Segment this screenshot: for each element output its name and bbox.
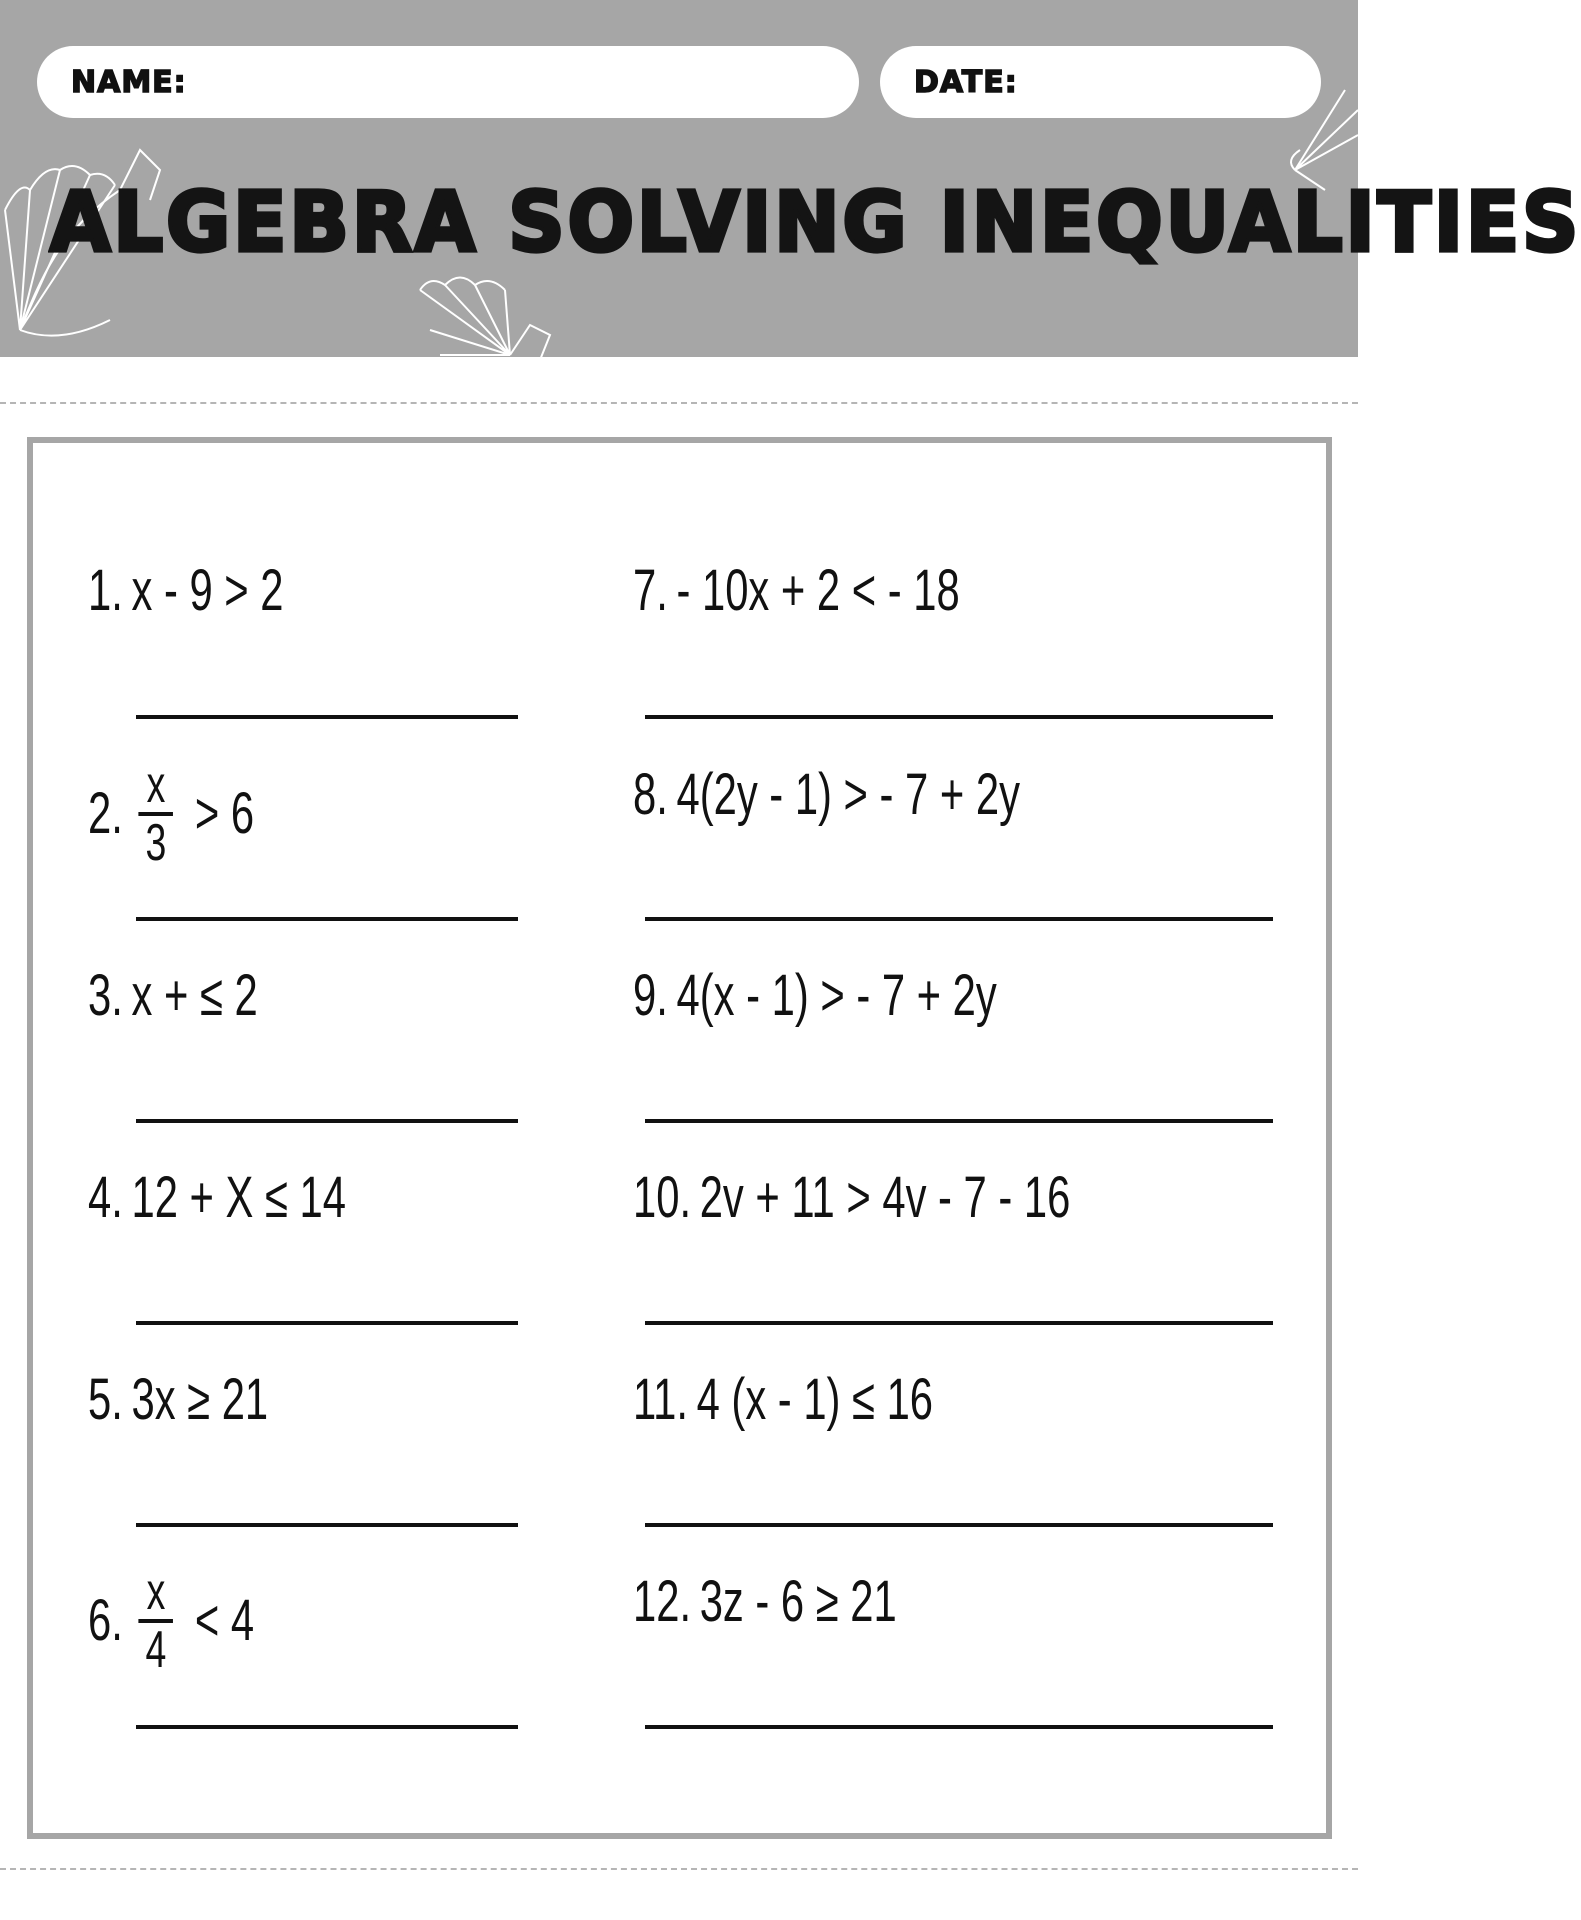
problem-12: 12. 3z - 6 ≥ 21	[633, 1567, 897, 1637]
problem-7: 7. - 10x + 2 < - 18	[633, 556, 960, 626]
problem-expression: 3x ≥ 21	[131, 1367, 269, 1432]
problem-expression: > 6	[194, 781, 255, 846]
answer-line-3[interactable]	[136, 1119, 518, 1123]
answer-line-6[interactable]	[136, 1725, 518, 1729]
name-field[interactable]	[37, 46, 859, 118]
page-title: ALGEBRA SOLVING INEQUALITIES	[50, 175, 1581, 271]
top-divider	[0, 402, 1358, 404]
problem-1: 1. x - 9 > 2	[88, 556, 284, 626]
name-label: NAME:	[71, 64, 187, 100]
fraction	[139, 1563, 174, 1679]
bottom-divider	[0, 1868, 1358, 1870]
problem-expression: < 4	[194, 1588, 255, 1653]
problems-panel	[27, 437, 1332, 1839]
answer-line-4[interactable]	[136, 1321, 518, 1325]
numerator: x	[146, 756, 166, 814]
problem-expression: 4(x - 1) > - 7 + 2y	[676, 963, 997, 1028]
problem-9: 9. 4(x - 1) > - 7 + 2y	[633, 961, 997, 1031]
answer-line-5[interactable]	[136, 1523, 518, 1527]
problem-expression: 12 + X ≤ 14	[131, 1165, 346, 1230]
date-label: DATE:	[914, 64, 1018, 100]
problem-expression: 3z - 6 ≥ 21	[699, 1569, 897, 1634]
problem-expression: - 10x + 2 < - 18	[676, 558, 960, 623]
date-field[interactable]	[880, 46, 1321, 118]
denominator: 4	[145, 1621, 167, 1679]
problem-11: 11. 4 (x - 1) ≤ 16	[633, 1365, 933, 1435]
answer-line-12[interactable]	[645, 1725, 1273, 1729]
denominator: 3	[145, 814, 167, 872]
shell-icon	[410, 270, 560, 360]
problem-expression: 4(2y - 1) > - 7 + 2y	[676, 762, 1020, 827]
answer-line-7[interactable]	[645, 715, 1273, 719]
fraction	[139, 756, 174, 872]
answer-line-1[interactable]	[136, 715, 518, 719]
problem-6: 6. $\frac{x}{4}$ < 4	[88, 1563, 255, 1679]
problem-5: 5. 3x ≥ 21	[88, 1365, 268, 1435]
problem-8: 8. 4(2y - 1) > - 7 + 2y	[633, 760, 1020, 830]
problem-3: 3. x + ≤ 2	[88, 961, 258, 1031]
problem-expression: x + ≤ 2	[131, 963, 258, 1028]
answer-line-2[interactable]	[136, 917, 518, 921]
problem-4: 4. 12 + X ≤ 14	[88, 1163, 346, 1233]
header-banner	[0, 0, 1581, 357]
problem-expression: x - 9 > 2	[131, 558, 284, 623]
answer-line-11[interactable]	[645, 1523, 1273, 1527]
problem-2: 2. $\frac{x}{3}$ > 6	[88, 756, 255, 872]
problem-10: 10. 2v + 11 > 4v - 7 - 16	[633, 1163, 1070, 1233]
numerator: x	[146, 1563, 166, 1621]
answer-line-8[interactable]	[645, 917, 1273, 921]
problem-expression: 2v + 11 > 4v - 7 - 16	[699, 1165, 1071, 1230]
problem-expression: 4 (x - 1) ≤ 16	[696, 1367, 934, 1432]
answer-line-10[interactable]	[645, 1321, 1273, 1325]
answer-line-9[interactable]	[645, 1119, 1273, 1123]
